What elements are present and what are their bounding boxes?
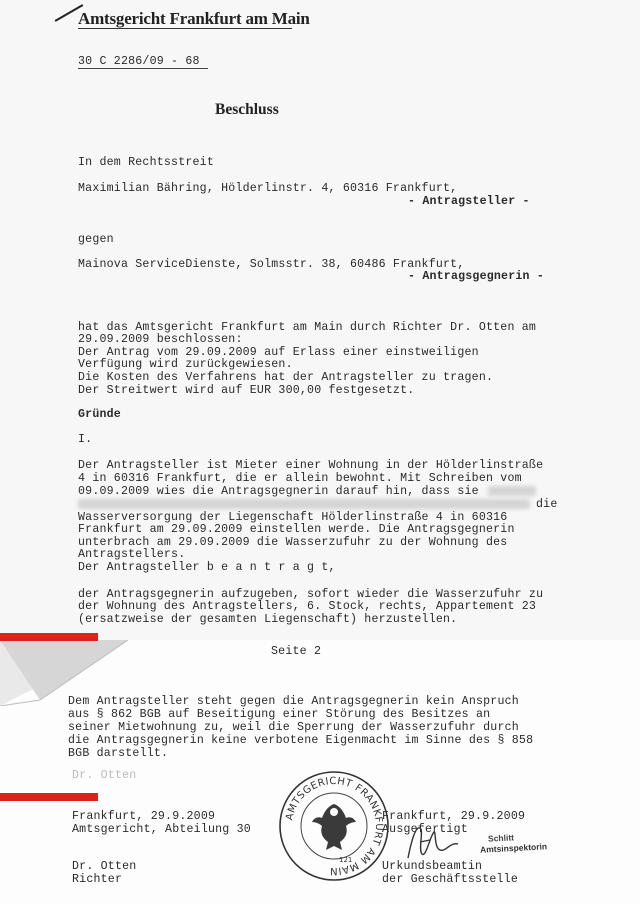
page2-line: BGB darstellt.	[68, 747, 169, 760]
handwritten-signature	[400, 818, 480, 866]
decision-line: hat das Amtsgericht Frankfurt am Main durch Richter Dr. Otten am	[78, 321, 537, 334]
applicant-line: Maximilian Bähring, Hölderlinstr. 4, 60316 Frankfurt,	[78, 182, 458, 195]
judge-role: Richter	[72, 873, 123, 886]
court-name-underline	[78, 28, 292, 29]
reasons-line: unterbrach am 29.09.2009 die Wasserzufuhr zu der Wohnung des	[78, 536, 508, 549]
parties-intro: In dem Rechtsstreit	[78, 156, 214, 169]
footer-right-place-date: Frankfurt, 29.9.2009	[382, 810, 526, 823]
seal-text: AMTSGERICHT FRANKFURT AM MAIN	[284, 775, 385, 877]
page2-line: seiner Mietwohnung zu, weil die Sperrung der Wasserzufuhr durch	[68, 721, 519, 734]
seal-number: 121	[339, 856, 353, 864]
clerk-office: der Geschäftsstelle	[382, 873, 518, 886]
applicant-role: - Antragsteller -	[408, 195, 530, 208]
decision-line: Der Streitwert wird auf EUR 300,00 festgesetzt.	[78, 384, 415, 397]
reasons-line: Antragstellers.	[78, 548, 186, 561]
decision-line: Die Kosten des Verfahrens hat der Antragsteller zu tragen.	[78, 371, 494, 384]
footer-left-place-date: Frankfurt, 29.9.2009	[72, 810, 216, 823]
judge-name: Dr. Otten	[72, 860, 137, 873]
page2-line: aus § 862 BGB auf Beseitigung einer Störung des Besitzes an	[68, 708, 491, 721]
reasons-line: Wasserversorgung der Liegenschaft Hölderlinstraße 4 in 60316	[78, 511, 508, 524]
reasons-section-number: I.	[78, 433, 93, 446]
reasons-line: Der Antragsteller ist Mieter einer Wohnung in der Hölderlinstraße	[78, 459, 544, 472]
file-number-underline	[78, 68, 208, 69]
decision-line: 29.09.2009 beschlossen:	[78, 333, 243, 346]
court-seal	[278, 766, 390, 886]
page-number: Seite 2	[271, 645, 322, 658]
decision-line: Der Antrag vom 29.09.2009 auf Erlass einer einstweiligen	[78, 346, 479, 359]
red-redaction-bar	[0, 793, 98, 801]
document-title: Beschluss	[215, 101, 279, 118]
court-name: Amtsgericht Frankfurt am Main	[78, 9, 310, 28]
reasons-line: Der Antragsteller b e a n t r a g t,	[78, 561, 336, 574]
clerk-title: Urkundsbeamtin	[382, 860, 483, 873]
reasons-line: Frankfurt am 29.09.2009 einstellen werde. Die Antragsgegnerin	[78, 523, 515, 536]
certified-label: Ausgefertigt	[382, 823, 468, 836]
eagle-icon	[312, 804, 356, 850]
reasons-heading: Gründe	[78, 408, 121, 421]
file-number: 30 C 2286/09 - 68	[78, 55, 200, 68]
redacted-text	[488, 486, 536, 496]
redacted-text	[78, 499, 530, 509]
versus-label: gegen	[78, 233, 114, 246]
page2-line: Dem Antragsteller steht gegen die Antragsgegnerin kein Anspruch	[68, 695, 519, 708]
clerk-stamp-title: Amtsinspektorin	[479, 841, 548, 855]
reasons-line: die	[536, 498, 558, 511]
footer-left-department: Amtsgericht, Abteilung 30	[72, 823, 251, 836]
red-redaction-bar	[0, 633, 98, 641]
request-line: (ersatzweise der gesamten Liegenschaft) herzustellen.	[78, 613, 458, 626]
page2-line: die Antragsgegnerin keine verbotene Eigenmacht im Sinne des § 858	[68, 734, 534, 747]
reasons-line: 09.09.2009 wies die Antragsgegnerin darauf hin, dass sie	[78, 485, 479, 498]
respondent-role: - Antragsgegnerin -	[408, 270, 544, 283]
decision-line: Verfügung wird zurückgewiesen.	[78, 358, 293, 371]
request-line: der Antragsgegnerin aufzugeben, sofort wieder die Wasserzufuhr zu	[78, 588, 544, 601]
request-line: der Wohnung des Antragstellers, 6. Stock, rechts, Appartement 23	[78, 600, 537, 613]
reasons-line: 4 in 60316 Frankfurt, die er allein bewohnt. Mit Schreiben vom	[78, 472, 522, 485]
respondent-line: Mainova ServiceDienste, Solmsstr. 38, 60486 Frankfurt,	[78, 258, 465, 271]
clerk-stamp-name: Schlitt	[487, 832, 515, 844]
faded-signature-text: Dr. Otten	[72, 769, 137, 782]
